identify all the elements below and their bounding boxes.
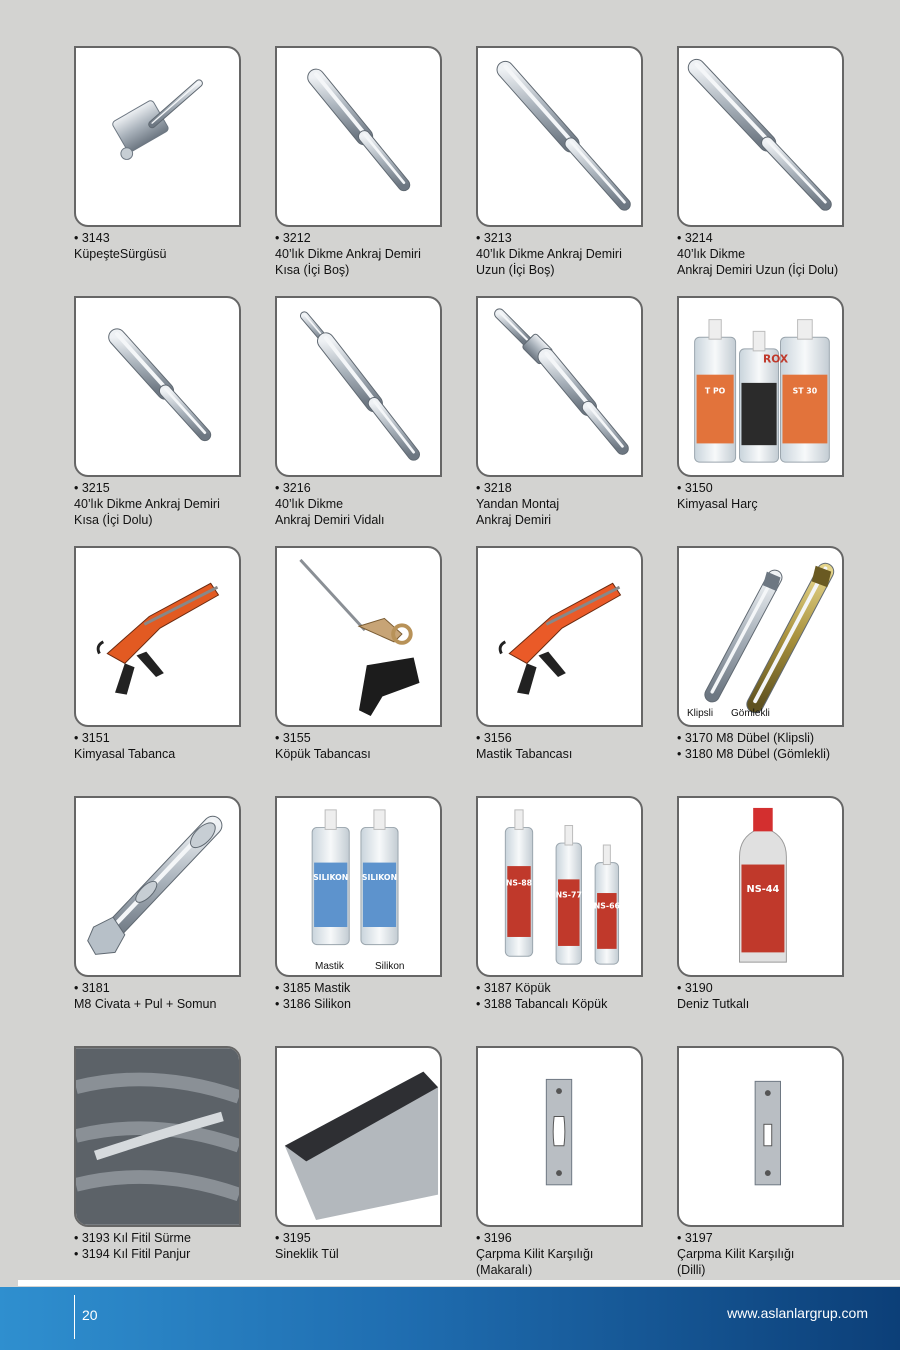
product-photo (478, 298, 641, 475)
product-name-line: Ankraj Demiri Vidalı (275, 513, 385, 527)
product-caption (74, 730, 249, 762)
product-code: • 3216 (275, 481, 311, 495)
image-sublabel: Klipsli (687, 708, 714, 719)
product-code: • 3181 (74, 981, 110, 995)
product-caption (476, 480, 651, 528)
product-name-line: • 3180 M8 Dübel (Gömlekli) (677, 747, 831, 761)
product-photo (679, 1048, 842, 1225)
product-photo (478, 548, 641, 725)
svg-text:NS-66: NS-66 (593, 901, 620, 911)
product-image (476, 796, 643, 977)
product-caption (275, 1230, 450, 1262)
product-caption (275, 980, 450, 1012)
product-name-line: (Makaralı) (476, 1263, 533, 1277)
product-name-line: • 3194 Kıl Fitil Panjur (74, 1247, 191, 1261)
product-photo (277, 298, 440, 475)
product-caption (677, 1230, 852, 1278)
product-name-line: Kısa (İçi Boş) (275, 263, 350, 277)
product-caption (74, 1230, 249, 1262)
product-caption (677, 480, 852, 512)
product-code: • 3215 (74, 481, 110, 495)
product-caption (476, 980, 651, 1012)
product-image (74, 546, 241, 727)
product-name-line: 40’lık Dikme Ankraj Demiri (476, 247, 622, 261)
product-caption (677, 230, 852, 278)
image-sublabel: Mastik (315, 961, 344, 972)
product-image (275, 296, 442, 477)
image-sublabel: Gömlekli (731, 708, 770, 719)
svg-text:ROX: ROX (762, 352, 789, 366)
product-code: • 3151 (74, 731, 110, 745)
product-image (677, 46, 844, 227)
product-code: • 3212 (275, 231, 311, 245)
product-image (275, 546, 442, 727)
website-link[interactable]: www.aslanlargrup.com (727, 1305, 868, 1321)
product-image (677, 1046, 844, 1227)
svg-text:SILIKON: SILIKON (313, 873, 349, 883)
product-photo (277, 48, 440, 225)
product-caption (74, 480, 249, 528)
svg-text:NS-44: NS-44 (746, 883, 780, 895)
footer-divider (18, 1280, 900, 1286)
product-name-line: Sineklik Tül (275, 1247, 339, 1261)
product-code: • 3185 Mastik (275, 981, 351, 995)
product-caption (677, 980, 852, 1012)
product-image (476, 1046, 643, 1227)
product-image (275, 46, 442, 227)
product-photo (76, 48, 239, 225)
product-code: • 3150 (677, 481, 713, 495)
product-caption (677, 730, 852, 762)
product-photo (277, 1048, 440, 1225)
product-code: • 3195 (275, 1231, 311, 1245)
product-name-line: Çarpma Kilit Karşılığı (476, 1247, 594, 1261)
product-name-line: Kimyasal Harç (677, 497, 758, 511)
product-name-line: Uzun (İçi Boş) (476, 263, 555, 277)
product-name-line: Kimyasal Tabanca (74, 747, 176, 761)
svg-text:NS-88: NS-88 (505, 878, 533, 888)
svg-text:ST 30: ST 30 (792, 386, 818, 396)
product-photo (76, 298, 239, 475)
product-caption (275, 230, 450, 278)
image-sublabel: Silikon (375, 961, 405, 972)
product-photo (277, 548, 440, 725)
product-photo (478, 798, 641, 975)
product-code: • 3193 Kıl Fitil Sürme (74, 1231, 191, 1245)
product-name-line: 40’lık Dikme (275, 497, 344, 511)
product-code: • 3196 (476, 1231, 512, 1245)
footer-bar (0, 1287, 900, 1350)
svg-text:NS-77: NS-77 (555, 890, 582, 900)
product-image (74, 1046, 241, 1227)
product-image (74, 796, 241, 977)
product-photo (679, 798, 842, 975)
product-name-line: Kısa (İçi Dolu) (74, 513, 153, 527)
product-code: • 3213 (476, 231, 512, 245)
product-image (275, 1046, 442, 1227)
product-image (677, 296, 844, 477)
product-code: • 3155 (275, 731, 311, 745)
product-name-line: • 3186 Silikon (275, 997, 351, 1011)
product-name-line: 40’lık Dikme Ankraj Demiri (74, 497, 220, 511)
product-image (677, 546, 844, 727)
product-photo (76, 548, 239, 725)
product-name-line: Köpük Tabancası (275, 747, 371, 761)
product-image (74, 296, 241, 477)
product-name-line: Ankraj Demiri (476, 513, 552, 527)
product-name-line: Ankraj Demiri Uzun (İçi Dolu) (677, 263, 839, 277)
product-code: • 3214 (677, 231, 713, 245)
product-name-line: M8 Civata + Pul + Somun (74, 997, 217, 1011)
product-photo (679, 298, 842, 475)
product-name-line: Mastik Tabancası (476, 747, 573, 761)
product-code: • 3218 (476, 481, 512, 495)
product-caption (275, 730, 450, 762)
product-code: • 3197 (677, 1231, 713, 1245)
page-number: 20 (82, 1307, 98, 1323)
product-name-line: Çarpma Kilit Karşılığı (677, 1247, 795, 1261)
product-caption (476, 1230, 651, 1278)
product-image (275, 796, 442, 977)
footer-separator (74, 1295, 75, 1339)
product-name-line: 40’lık Dikme (677, 247, 746, 261)
product-name-line: • 3188 Tabancalı Köpük (476, 997, 608, 1011)
product-image (476, 46, 643, 227)
product-photo (679, 548, 842, 725)
product-code: • 3190 (677, 981, 713, 995)
product-image (677, 796, 844, 977)
product-name-line: (Dilli) (677, 1263, 706, 1277)
product-caption (476, 230, 651, 278)
product-image (74, 46, 241, 227)
product-image (476, 546, 643, 727)
product-name-line: Yandan Montaj (476, 497, 560, 511)
product-code: • 3170 M8 Dübel (Klipsli) (677, 731, 815, 745)
product-image (476, 296, 643, 477)
product-photo (76, 1048, 239, 1225)
product-photo (277, 798, 440, 975)
product-photo (679, 48, 842, 225)
product-caption (275, 480, 450, 528)
product-name-line: KüpeşteSürgüsü (74, 247, 167, 261)
product-caption (476, 730, 651, 762)
product-name-line: 40’lık Dikme Ankraj Demiri (275, 247, 421, 261)
product-caption (74, 980, 249, 1012)
product-code: • 3143 (74, 231, 110, 245)
product-photo (76, 798, 239, 975)
product-code: • 3156 (476, 731, 512, 745)
product-code: • 3187 Köpük (476, 981, 551, 995)
svg-text:T PO: T PO (704, 386, 726, 396)
svg-text:SILIKON: SILIKON (361, 873, 398, 883)
product-photo (478, 48, 641, 225)
product-name-line: Deniz Tutkalı (677, 997, 750, 1011)
product-photo (478, 1048, 641, 1225)
product-caption (74, 230, 249, 262)
